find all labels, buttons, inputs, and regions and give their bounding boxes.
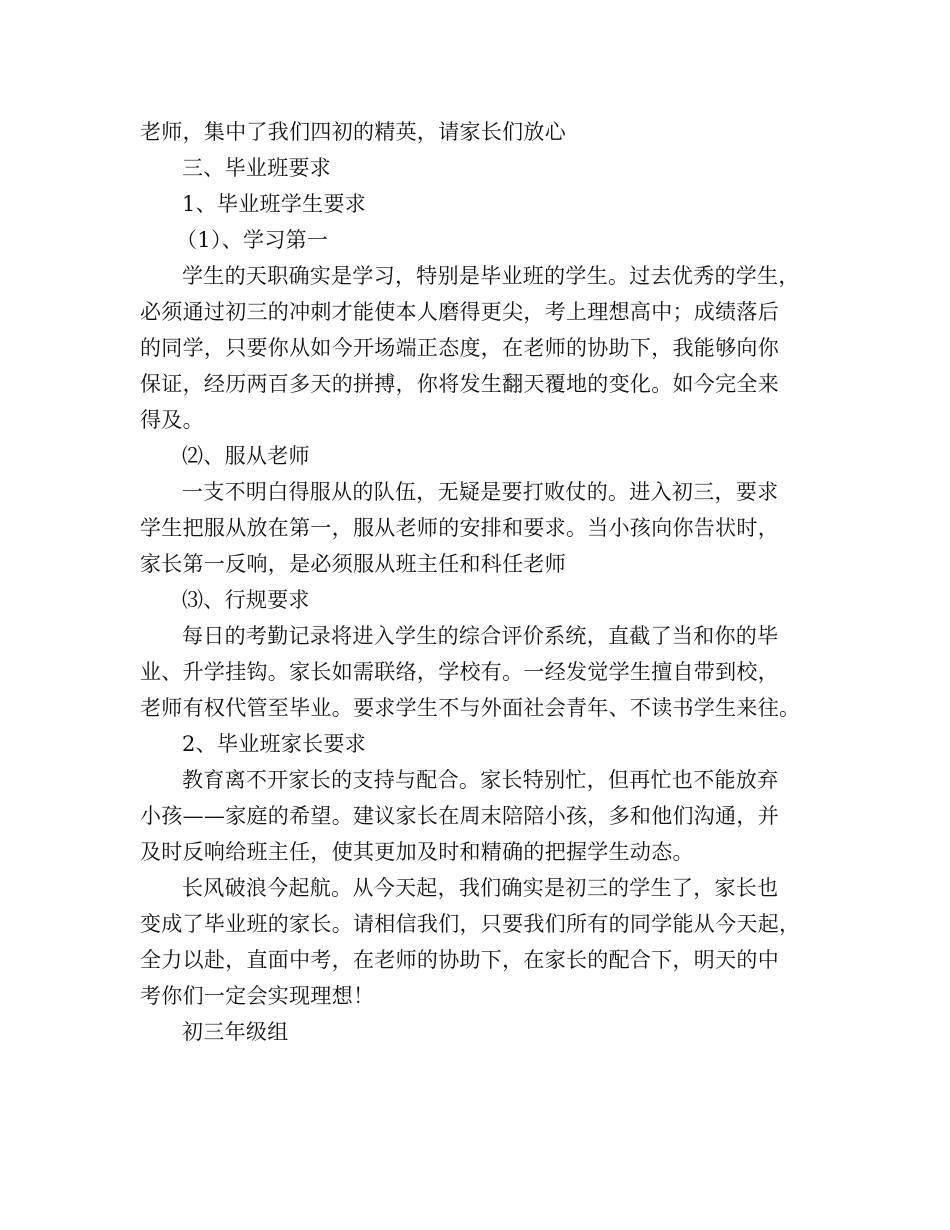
paragraph-line: 家长第一反响，是必须服从班主任和科任老师 — [140, 552, 566, 576]
paragraph-line: 长风破浪今起航。从今天起，我们确实是初三的学生了，家长也 — [182, 876, 779, 900]
paragraph-line: 教育离不开家长的支持与配合。家长特别忙，但再忙也不能放弃 — [182, 768, 779, 792]
paragraph-line: 一支不明白得服从的队伍，无疑是要打败仗的。进入初三，要求 — [182, 480, 779, 504]
subsection-heading-student-requirements: 1、毕业班学生要求 — [182, 192, 367, 216]
paragraph-line: 小孩——家庭的希望。建议家长在周末陪陪小孩，多和他们沟通，并 — [140, 804, 779, 828]
document-body — [140, 114, 840, 1050]
paragraph-line: 老师有权代管至毕业。要求学生不与外面社会青年、不读书学生来往。 — [140, 696, 801, 720]
item-heading-obey-teachers: ⑵、服从老师 — [182, 444, 310, 468]
item-heading-conduct-rules: ⑶、行规要求 — [182, 588, 310, 612]
paragraph-line: 学生把服从放在第一，服从老师的安排和要求。当小孩向你告状时， — [140, 516, 779, 540]
paragraph-line: 的同学，只要你从如今开场端正态度，在老师的协助下，我能够向你 — [140, 336, 779, 360]
paragraph-line: 及时反响给班主任，使其更加及时和精确的把握学生动态。 — [140, 840, 694, 864]
paragraph-line: 老师，集中了我们四初的精英，请家长们放心 — [140, 120, 566, 144]
signature-grade-group: 初三年级组 — [182, 1020, 289, 1044]
paragraph-line: 考你们一定会实现理想！ — [140, 984, 375, 1008]
paragraph-line: 必须通过初三的冲刺才能使本人磨得更尖，考上理想高中；成绩落后 — [140, 300, 779, 324]
subsection-heading-parent-requirements: 2、毕业班家长要求 — [182, 732, 367, 756]
paragraph-line: 变成了毕业班的家长。请相信我们，只要我们所有的同学能从今天起， — [140, 912, 801, 936]
item-heading-study-first: （1）、学习第一 — [176, 228, 329, 252]
paragraph-line: 保证，经历两百多天的拼搏，你将发生翻天覆地的变化。如今完全来 — [140, 372, 779, 396]
paragraph-line: 每日的考勤记录将进入学生的综合评价系统，直截了当和你的毕 — [182, 624, 779, 648]
section-heading-graduating-class-requirements: 三、毕业班要求 — [182, 156, 332, 180]
paragraph-line: 业、升学挂钩。家长如需联络，学校有。一经发觉学生擅自带到校， — [140, 660, 779, 684]
paragraph-line: 全力以赴，直面中考，在老师的协助下，在家长的配合下，明天的中 — [140, 948, 779, 972]
paragraph-line: 得及。 — [140, 408, 204, 432]
paragraph-line: 学生的天职确实是学习，特别是毕业班的学生。过去优秀的学生， — [182, 264, 800, 288]
